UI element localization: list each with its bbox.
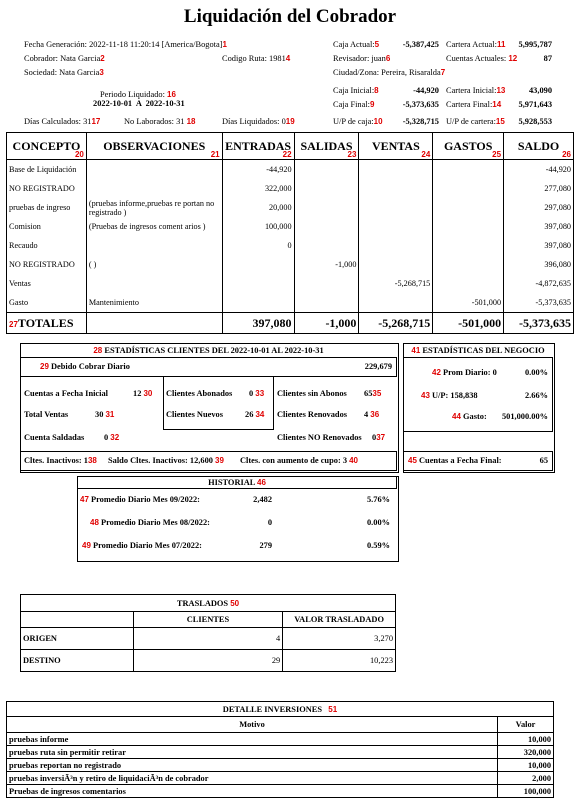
cell-saldo: 397,080	[504, 236, 574, 255]
table-row	[7, 746, 554, 759]
cell-entradas	[222, 255, 294, 274]
up-cartera-value: 5,928,553	[518, 117, 552, 126]
cell-concepto: pruebas de ingreso	[7, 198, 87, 217]
cuentas-final: 45 Cuentas a Fecha Final:	[408, 456, 502, 465]
col-gastos: GASTOS 25	[433, 133, 504, 160]
periodo-liquidado-range: 2022-10-01 A 2022-10-31	[93, 99, 185, 108]
caja-inicial: Caja Inicial:8	[333, 86, 379, 95]
cell-entradas: 0	[222, 236, 294, 255]
codigo-ruta: Codigo Ruta: 19814	[222, 54, 291, 63]
cell-obs	[86, 236, 222, 255]
total-ventas-value: 30 31	[95, 410, 115, 419]
cell-concepto: Base de Liquidación	[7, 160, 87, 180]
cell-gastos	[433, 255, 504, 274]
totals-obs	[86, 313, 222, 334]
cell-saldo: 297,080	[504, 198, 574, 217]
inversion-valor: 100,000	[498, 785, 554, 798]
up-caja-value: -5,328,715	[402, 117, 439, 126]
sociedad: Sociedad: Nata Garcia3	[24, 68, 104, 77]
historial-row-1-pct: 5.76%	[366, 495, 390, 504]
cell-entradas	[222, 293, 294, 313]
cell-gastos	[433, 236, 504, 255]
cell-obs: ( )	[86, 255, 222, 274]
table-row	[21, 628, 396, 650]
traslados-origen-valor: 3,270	[283, 628, 396, 650]
saldadas-label: Cuenta Saldadas	[24, 433, 85, 442]
cell-gastos	[433, 198, 504, 217]
cell-obs: (pruebas informe,pruebas re portan no registrado )	[86, 198, 222, 217]
no-renovados-value: 037	[372, 433, 386, 442]
cell-entradas: 20,000	[222, 198, 294, 217]
cell-saldo: 396,080	[504, 255, 574, 274]
cell-gastos	[433, 160, 504, 180]
cell-obs	[86, 274, 222, 293]
cell-obs: (Pruebas de ingresos coment arios )	[86, 217, 222, 236]
cartera-actual-value: 5,995,787	[518, 40, 552, 49]
cartera-inicial: Cartera Inicial:13	[446, 86, 506, 95]
renovados-label: Clientes Renovados	[277, 410, 348, 419]
nuevos-label: Clientes Nuevos	[166, 410, 223, 419]
inversiones-title: DETALLE INVERSIONES 51	[7, 702, 554, 717]
cell-entradas: -44,920	[222, 160, 294, 180]
col-concepto: CONCEPTO 20	[7, 133, 87, 160]
cell-concepto: Recaudo	[7, 236, 87, 255]
cell-gastos	[433, 274, 504, 293]
renovados-value: 4 36	[364, 410, 380, 419]
up-caja: U/P de caja:10	[333, 117, 383, 126]
cuentas-inicial-value: 12 30	[133, 389, 153, 398]
cartera-final-value: 5,971,643	[518, 100, 552, 109]
page-title: Liquidación del Cobrador	[183, 6, 397, 27]
cell-saldo: -4,872,635	[504, 274, 574, 293]
totals-row	[7, 313, 574, 334]
traslados-title: TRASLADOS 50	[21, 595, 396, 612]
historial-row-2: 48 Promedio Diario Mes 08/2022:	[90, 518, 210, 527]
traslados-destino-label: DESTINO	[21, 650, 134, 672]
cell-saldo: -5,373,635	[504, 293, 574, 313]
cell-salidas	[294, 236, 359, 255]
table-row	[7, 733, 554, 746]
revisador: Revisador: juan6	[333, 54, 391, 63]
cell-entradas	[222, 274, 294, 293]
sin-abonos-value: 6535	[364, 389, 382, 398]
cell-ventas	[359, 255, 433, 274]
total-ventas-label: Total Ventas	[24, 410, 69, 419]
totals-saldo: -5,373,635	[504, 313, 574, 334]
nuevos-value: 26 34	[245, 410, 265, 419]
cell-ventas: -5,268,715	[359, 274, 433, 293]
sin-abonos-label: Clientes sin Abonos	[277, 389, 347, 398]
cell-ventas	[359, 236, 433, 255]
stats-clientes-title: 28 ESTADÍSTICAS CLIENTES DEL 2022-10-01 AL 2022-10-31	[93, 346, 324, 355]
table-row	[7, 236, 574, 255]
debido-value: 229,679	[364, 362, 392, 371]
periodo-liquidado-label: Periodo Liquidado: 16	[100, 90, 176, 99]
up-negocio: 43 U/P: 158,838	[421, 391, 478, 400]
totals-salidas: -1,000	[294, 313, 359, 334]
historial-row-1: 47 Promedio Diario Mes 09/2022:	[80, 495, 200, 504]
inversion-motivo: pruebas inversiÃ³n y retiro de liquidaciÃ³n de cobrador	[7, 772, 498, 785]
table-row	[7, 217, 574, 236]
cell-salidas	[294, 198, 359, 217]
dias-calculados: Días Calculados: 3117	[24, 117, 101, 126]
historial-row-2-pct: 0.00%	[366, 518, 390, 527]
inversiones-table	[6, 701, 554, 798]
cell-ventas	[359, 160, 433, 180]
inversion-valor: 2,000	[498, 772, 554, 785]
cell-ventas	[359, 198, 433, 217]
dias-liquidados: Días Liquidados: 019	[222, 117, 295, 126]
cobrador: Cobrador: Nata Garcia2	[24, 54, 105, 63]
cell-salidas	[294, 293, 359, 313]
table-row	[7, 772, 554, 785]
table-row	[7, 198, 574, 217]
up-cartera: U/P de cartera:15	[446, 117, 505, 126]
table-row	[7, 293, 574, 313]
cuentas-actuales-value: 87	[543, 54, 552, 63]
historial-title: HISTORIAL 46	[208, 478, 266, 487]
saldadas-value: 0 32	[104, 433, 120, 442]
abonados-label: Clientes Abonados	[166, 389, 233, 398]
table-row	[7, 255, 574, 274]
table-row	[7, 179, 574, 198]
historial-row-3-value: 279	[259, 541, 272, 550]
col-entradas: ENTRADAS 22	[222, 133, 294, 160]
caja-actual-value: -5,387,425	[402, 40, 439, 49]
col-observaciones: OBSERVACIONES 21	[86, 133, 222, 160]
no-renovados-label: Clientes NO Renovados	[277, 433, 362, 442]
table-header-row	[7, 133, 574, 160]
cell-gastos	[433, 179, 504, 198]
stats-negocio-title: 41 ESTADÍSTICAS DEL NEGOCIO	[411, 346, 545, 355]
table-row	[7, 160, 574, 180]
inactivos: Cltes. Inactivos: 138	[24, 456, 97, 465]
traslados-origen-label: ORIGEN	[21, 628, 134, 650]
table-row	[7, 759, 554, 772]
cell-saldo: 277,080	[504, 179, 574, 198]
caja-inicial-value: -44,920	[413, 86, 439, 95]
cell-obs	[86, 160, 222, 180]
table-row	[7, 274, 574, 293]
totals-entradas: 397,080	[222, 313, 294, 334]
caja-actual: Caja Actual:5	[333, 40, 380, 49]
cell-salidas	[294, 217, 359, 236]
debido-label: 29 Debido Cobrar Diario	[40, 362, 130, 371]
cell-concepto: Ventas	[7, 274, 87, 293]
traslados-col-clientes: CLIENTES	[133, 612, 283, 628]
cell-gastos	[433, 217, 504, 236]
prom-diario: 42 Prom Diario: 0	[432, 368, 497, 377]
table-row	[7, 785, 554, 798]
inversion-valor: 320,000	[498, 746, 554, 759]
traslados-table	[20, 594, 396, 672]
cell-entradas: 100,000	[222, 217, 294, 236]
inversiones-header-row	[7, 717, 554, 733]
cartera-final: Cartera Final:14	[446, 100, 502, 109]
ciudad-zona: Ciudad/Zona: Pereira, Risaralda7	[333, 68, 446, 77]
cell-salidas	[294, 179, 359, 198]
cell-saldo: 397,080	[504, 217, 574, 236]
table-row	[21, 650, 396, 672]
inversiones-col-motivo: Motivo	[7, 717, 498, 733]
traslados-col-valor: VALOR TRASLADADO	[283, 612, 396, 628]
historial-row-3: 49 Promedio Diario Mes 07/2022:	[82, 541, 202, 550]
cuentas-inicial-label: Cuentas a Fecha Inicial	[24, 389, 108, 398]
traslados-col-empty	[21, 612, 134, 628]
historial-row-2-value: 0	[267, 518, 272, 527]
cell-concepto: Comision	[7, 217, 87, 236]
totals-ventas: -5,268,715	[359, 313, 433, 334]
up-negocio-pct: 2.66%	[524, 391, 548, 400]
cell-salidas	[294, 160, 359, 180]
no-laborados: No Laborados: 31 18	[124, 117, 196, 126]
liquidacion-table	[6, 132, 574, 334]
prom-diario-pct: 0.00%	[524, 368, 548, 377]
inversion-motivo: Pruebas de ingresos comentarios	[7, 785, 498, 798]
saldo-inactivos: Saldo Cltes. Inactivos: 12,600 39	[108, 456, 224, 465]
cell-ventas	[359, 217, 433, 236]
gasto-negocio: 44 Gasto:	[452, 412, 487, 421]
caja-final-value: -5,373,635	[402, 100, 439, 109]
historial-row-1-value: 2,482	[253, 495, 272, 504]
col-salidas: SALIDAS 23	[294, 133, 359, 160]
totals-gastos: -501,000	[433, 313, 504, 334]
cell-saldo: -44,920	[504, 160, 574, 180]
cell-salidas	[294, 274, 359, 293]
stats-mid-col	[163, 376, 274, 430]
inversiones-col-valor: Valor	[498, 717, 554, 733]
gasto-negocio-value: 501,000.00%	[501, 412, 548, 421]
fecha-generacion: Fecha Generación: 2022-11-18 11:20:14 [America/Bogota]1	[24, 40, 227, 49]
cell-concepto: NO REGISTRADO	[7, 179, 87, 198]
inversion-motivo: pruebas informe	[7, 733, 498, 746]
col-saldo: SALDO 26	[504, 133, 574, 160]
traslados-destino-valor: 10,223	[283, 650, 396, 672]
traslados-origen-clientes: 4	[133, 628, 283, 650]
caja-final: Caja Final:9	[333, 100, 375, 109]
inversion-valor: 10,000	[498, 733, 554, 746]
cell-obs	[86, 179, 222, 198]
cell-concepto: Gasto	[7, 293, 87, 313]
cell-gastos: -501,000	[433, 293, 504, 313]
aumento-cupo: Cltes. con aumento de cupo: 3 40	[240, 456, 359, 465]
cuentas-actuales: Cuentas Actuales: 12	[446, 54, 518, 63]
totals-label: 27TOTALES	[7, 313, 87, 334]
inversion-motivo: pruebas ruta sin permitir retirar	[7, 746, 498, 759]
historial-row-3-pct: 0.59%	[366, 541, 390, 550]
inversion-motivo: pruebas reportan no registrado	[7, 759, 498, 772]
cartera-actual: Cartera Actual:11	[446, 40, 506, 49]
traslados-destino-clientes: 29	[133, 650, 283, 672]
inversion-valor: 10,000	[498, 759, 554, 772]
col-ventas: VENTAS 24	[359, 133, 433, 160]
traslados-header-row	[21, 612, 396, 628]
cartera-inicial-value: 43,090	[528, 86, 552, 95]
cell-ventas	[359, 179, 433, 198]
cuentas-final-value: 65	[539, 456, 548, 465]
abonados-value: 0 33	[249, 389, 265, 398]
cell-ventas	[359, 293, 433, 313]
cell-entradas: 322,000	[222, 179, 294, 198]
cell-obs: Mantenimiento	[86, 293, 222, 313]
cell-salidas: -1,000	[294, 255, 359, 274]
cell-concepto: NO REGISTRADO	[7, 255, 87, 274]
